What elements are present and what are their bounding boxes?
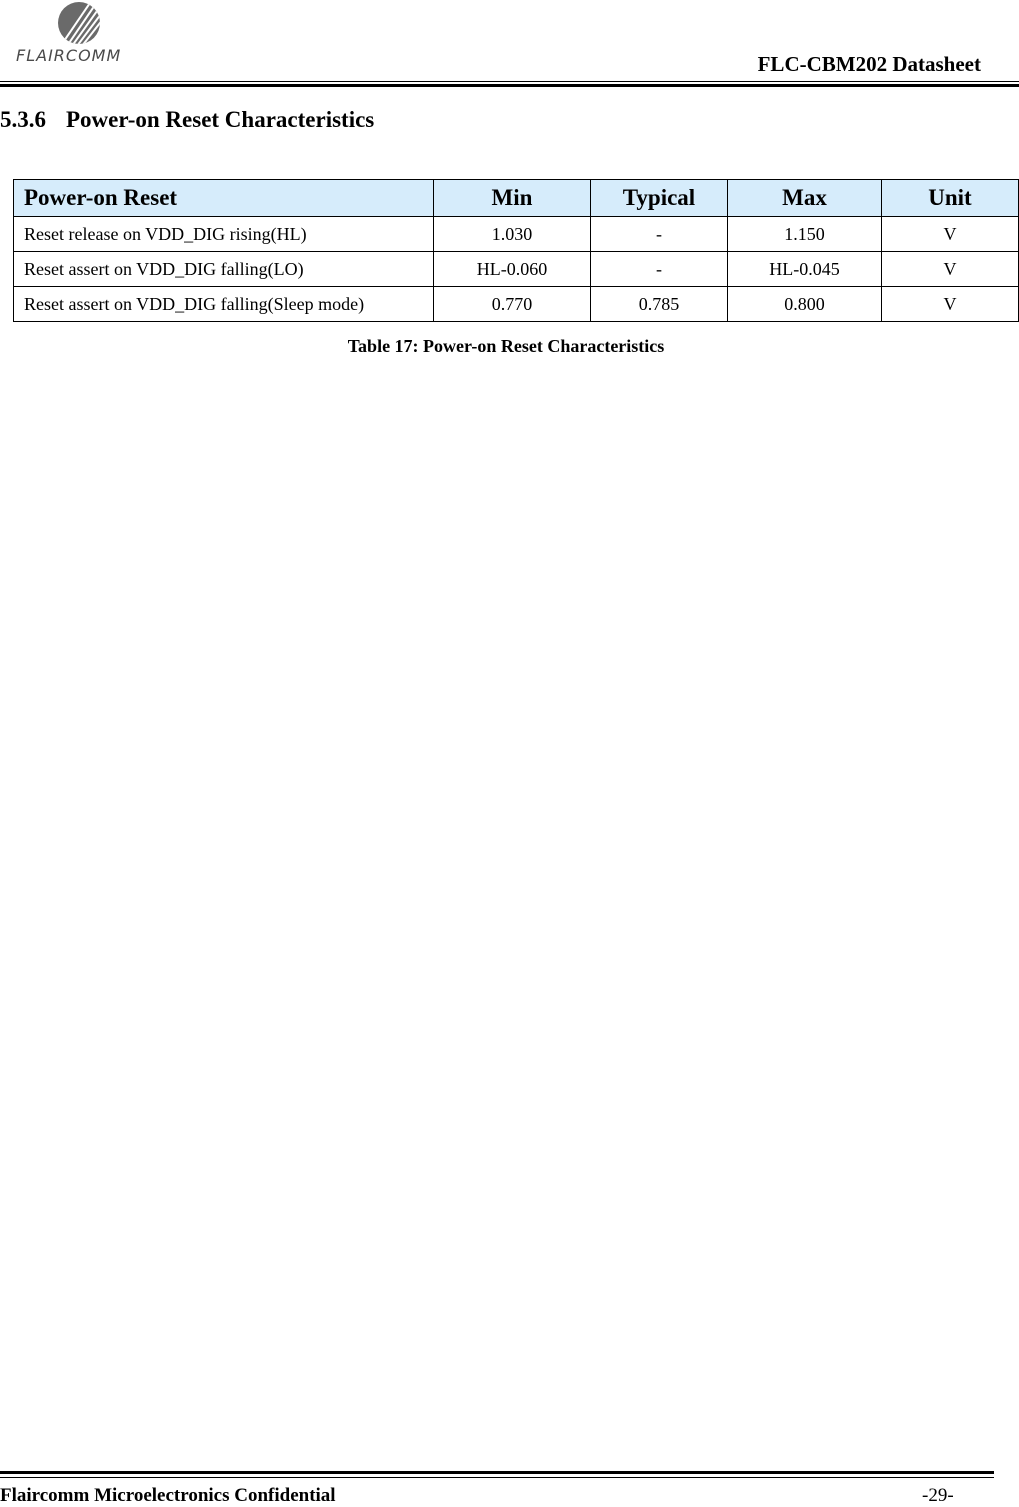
company-logo: [14, 0, 134, 70]
section-title: Power-on Reset Characteristics: [66, 107, 375, 132]
column-header-unit: Unit: [882, 180, 1019, 217]
table-row: [14, 217, 1019, 252]
cell-parameter: Reset assert on VDD_DIG falling(Sleep mode): [14, 287, 434, 322]
cell-typical: -: [591, 217, 728, 252]
footer-confidential-label: Flaircomm Microelectronics Confidential: [0, 1485, 336, 1506]
cell-min: HL-0.060: [434, 252, 591, 287]
column-header-parameter: Power-on Reset: [14, 180, 434, 217]
table-header-row: [14, 180, 1019, 217]
table-caption: Table 17: Power-on Reset Characteristics: [347, 336, 665, 356]
cell-max: HL-0.045: [728, 252, 882, 287]
footer-rule-thin: [0, 1477, 994, 1478]
cell-max: 1.150: [728, 217, 882, 252]
cell-typical: -: [591, 252, 728, 287]
column-header-max: Max: [728, 180, 882, 217]
header-rule-thick: [0, 84, 1019, 87]
cell-unit: V: [882, 287, 1019, 322]
column-header-typical: Typical: [591, 180, 728, 217]
header-rule-thin: [0, 81, 1019, 82]
cell-min: 0.770: [434, 287, 591, 322]
footer-rule-thick: [0, 1471, 994, 1474]
cell-max: 0.800: [728, 287, 882, 322]
section-number: 5.3.6: [0, 107, 46, 132]
cell-unit: V: [882, 252, 1019, 287]
logo-wordmark: FLAIRCOMM: [16, 46, 122, 65]
cell-min: 1.030: [434, 217, 591, 252]
section-heading: [0, 107, 374, 133]
power-on-reset-table: [13, 179, 1019, 322]
cell-parameter: Reset assert on VDD_DIG falling(LO): [14, 252, 434, 287]
table-row: [14, 252, 1019, 287]
table-row: [14, 287, 1019, 322]
cell-parameter: Reset release on VDD_DIG rising(HL): [14, 217, 434, 252]
column-header-min: Min: [434, 180, 591, 217]
cell-unit: V: [882, 217, 1019, 252]
document-title: FLC-CBM202 Datasheet: [757, 52, 981, 76]
page-number: -29-: [922, 1485, 954, 1506]
cell-typical: 0.785: [591, 287, 728, 322]
flaircomm-logo-icon: [52, 0, 106, 46]
